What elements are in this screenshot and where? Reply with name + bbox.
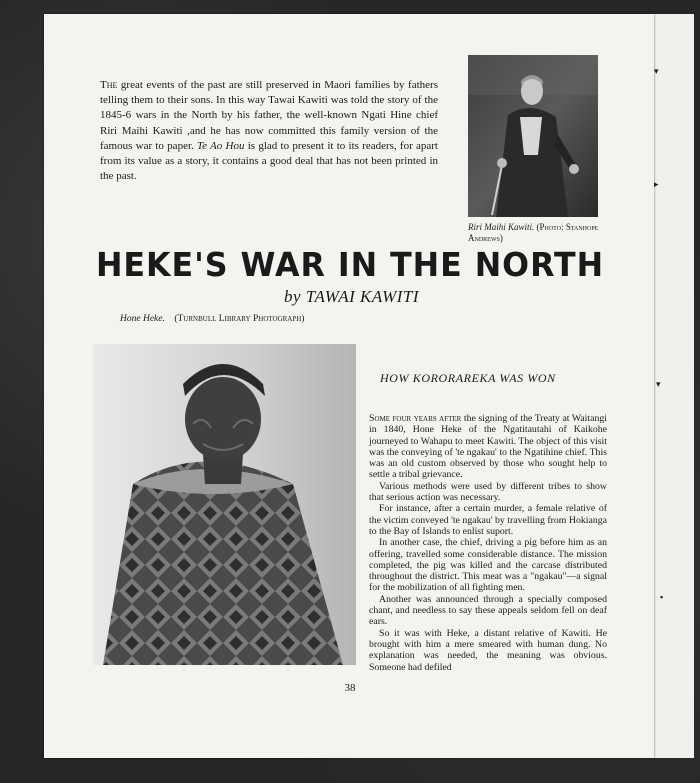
edge-mark: ▸ bbox=[654, 179, 659, 189]
body-paragraph: So it was with Heke, a distant relative of Kawiti. He brought with him a mere smeared with human dung. No explanation was needed, the meaning was obvious. Someone had defiled bbox=[369, 627, 607, 673]
body-paragraph bbox=[369, 413, 607, 481]
heke-caption bbox=[120, 314, 320, 326]
article-byline: by TAWAI KAWITI bbox=[284, 287, 420, 306]
body-paragraph: Another was announced through a specially composed chant, and needless to say these appeals seldom fell on deaf ears. bbox=[369, 593, 607, 628]
riri-kawiti-photo bbox=[468, 55, 598, 217]
riri-caption-credit: (Photo: Stanhope Andrews) bbox=[468, 222, 599, 243]
intro-text-b: is glad to present it to its readers, for apart from its value as a story, it contains a good deal that has not been printed in the past. bbox=[100, 139, 438, 183]
magazine-name: Te Ao Hou bbox=[197, 139, 245, 152]
body-paragraph: Various methods were used by different tribes to show that serious action was necessary. bbox=[369, 480, 607, 504]
edge-mark: ▪ bbox=[660, 592, 664, 602]
heke-caption-name: Hone Heke. bbox=[120, 314, 165, 324]
riri-caption-name: Riri Maihi Kawiti. bbox=[468, 222, 535, 232]
body-lead: Some four years after bbox=[369, 413, 462, 424]
article-body bbox=[369, 413, 607, 673]
riri-caption bbox=[468, 222, 618, 244]
edge-mark: ▾ bbox=[654, 66, 659, 76]
next-page-edge bbox=[654, 14, 694, 758]
page-number: 38 bbox=[344, 682, 356, 694]
article-title: HEKE'S WAR IN THE NORTH bbox=[95, 245, 605, 284]
heke-caption-credit: (Turnbull Library Photograph) bbox=[174, 314, 305, 324]
hone-heke-photo bbox=[93, 344, 356, 665]
body-p1-rest: the signing of the Treaty at Waitangi in 1840, Hone Heke of the Ngatitautahi of Kaikohe journeyed to Wahapu to meet Kawiti. The object of this visit was the conveying of 'te ngakau' to the Ngatihine chief. This was an old custom observed by those who sought help to settle a tribal grievance. bbox=[369, 413, 607, 481]
intro-lead: The bbox=[100, 79, 118, 91]
body-paragraph: In another case, the chief, driving a pig before him as an offering, travelled some considerable distance. The mission completed, the pig was killed and the carcase distributed throughout the district. This meat was a "ngakau"—a signal for the mobilization of all fighting men. bbox=[369, 537, 607, 594]
body-paragraph: For instance, after a certain murder, a female relative of the victim conveyed 'te ngakau' by travelling from Hokianga to the Bay of Islands to enlist suport. bbox=[369, 503, 607, 537]
edge-mark: ▾ bbox=[656, 379, 661, 389]
section-heading: HOW KORORAREKA WAS WON bbox=[380, 371, 556, 385]
intro-paragraph bbox=[100, 78, 438, 184]
intro-text-a: great events of the past are still preserved in Maori families by fathers telling them to their sons. In this way Tawai Kawiti was told the story of the 1845-6 wars in the North by his father, the well-known Ngati Hine chief Riri Maihi Kawiti ,and he has now committed this family version of the famous war to paper. bbox=[100, 79, 438, 152]
